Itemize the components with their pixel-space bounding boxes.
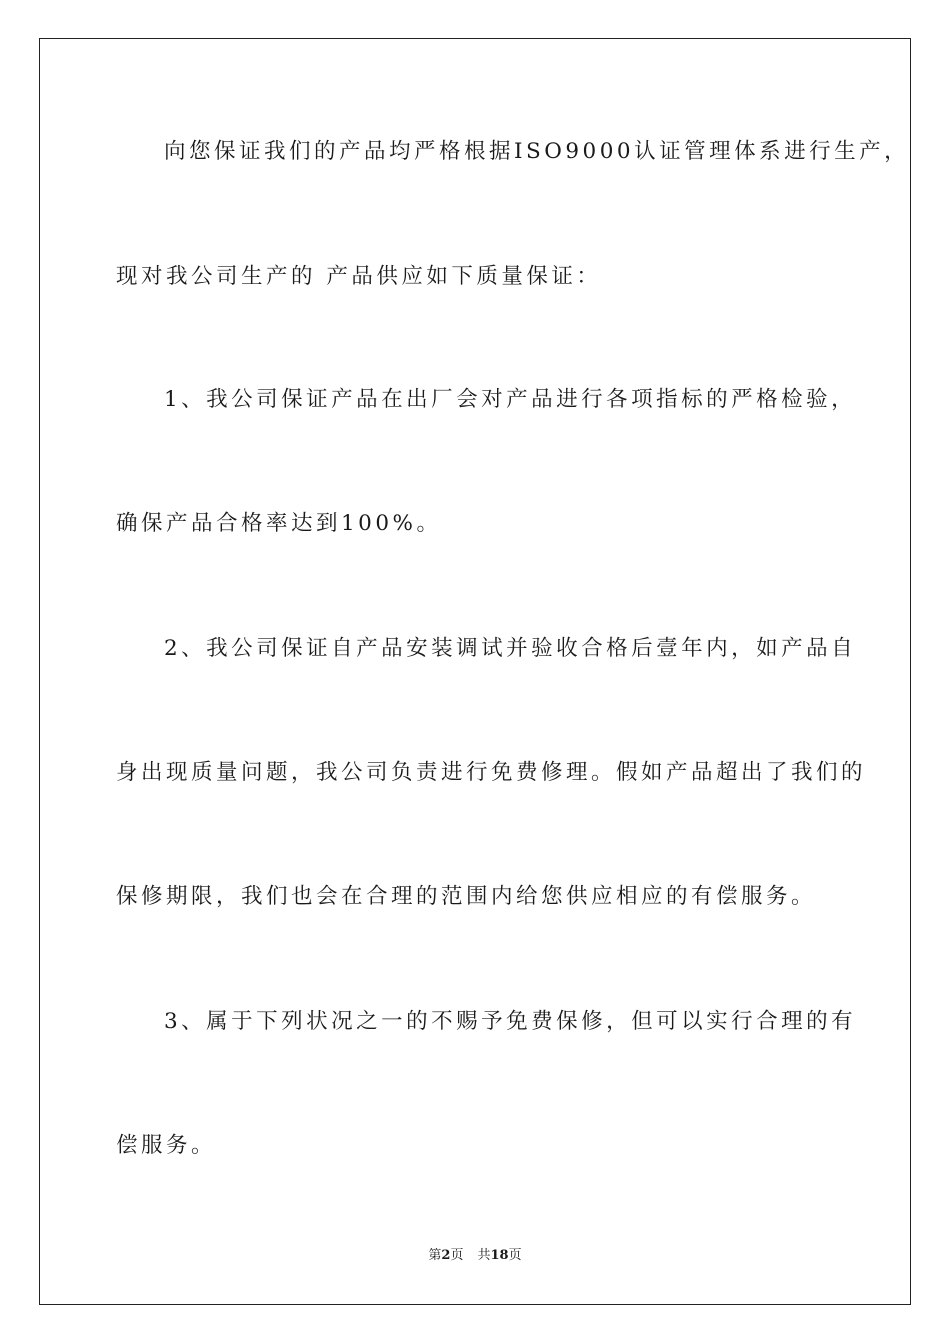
- paragraph-line: 偿服务。: [116, 1133, 217, 1158]
- footer-total-prefix: 共: [477, 1248, 491, 1263]
- page-border: [39, 38, 911, 1305]
- footer-page-total: 18: [490, 1248, 509, 1263]
- paragraph-line: 现对我公司生产的 产品供应如下质量保证：: [116, 264, 602, 289]
- paragraph-line: 1、我公司保证产品在出厂会对产品进行各项指标的严格检验，: [164, 387, 857, 412]
- paragraph-line: 确保产品合格率达到100%。: [116, 511, 442, 536]
- paragraph-line: 向您保证我们的产品均严格根据ISO9000认证管理体系进行生产，: [164, 139, 910, 164]
- paragraph-line: 3、属于下列状况之一的不赐予免费保修，但可以实行合理的有: [164, 1009, 857, 1034]
- paragraph-line: 身出现质量问题，我公司负责进行免费修理。假如产品超出了我们的: [116, 760, 867, 785]
- paragraph-line: 保修期限，我们也会在合理的范围内给您供应相应的有偿服务。: [116, 884, 817, 909]
- page-footer: [0, 1247, 950, 1265]
- footer-total-suffix: 页: [508, 1248, 522, 1263]
- footer-page-current: 2: [441, 1248, 451, 1263]
- paragraph-line: 2、我公司保证自产品安装调试并验收合格后壹年内，如产品自: [164, 636, 857, 661]
- footer-page-prefix: 第: [428, 1248, 442, 1263]
- footer-page-mid: 页: [450, 1248, 464, 1263]
